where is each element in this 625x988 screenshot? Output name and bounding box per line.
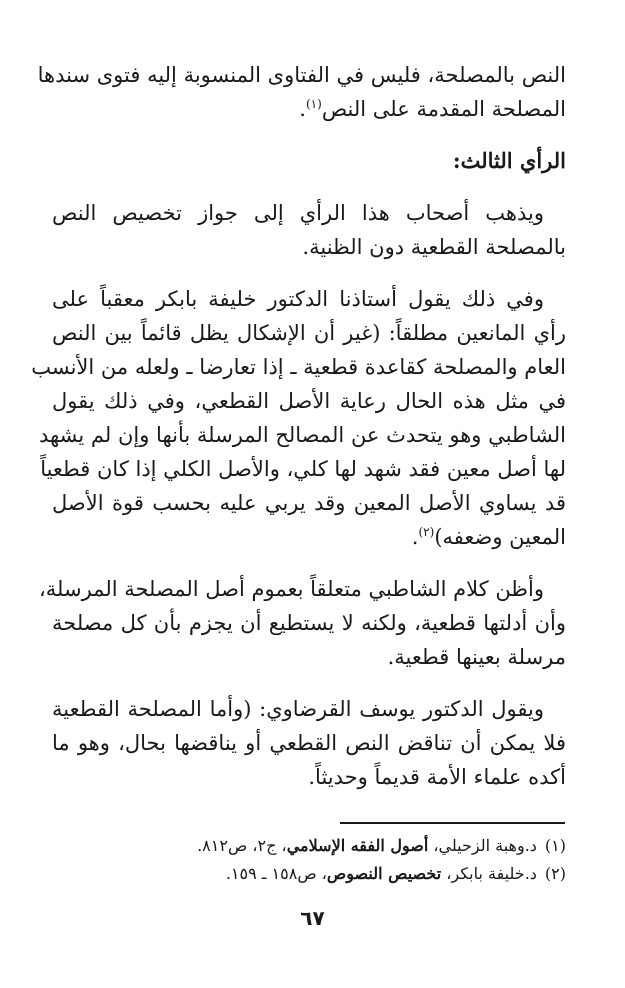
text-line: بالمصلحة القطعية دون الظنية. [302,235,566,259]
text-line: وفي ذلك يقول أستاذنا الدكتور خليفة بابكر معقباً على [52,287,544,311]
text-line: لها أصل معين فقد شهد لها كلي، والأصل الكلي إذا كان قطعياً [40,457,566,481]
text-span: المعين وضعفه) [434,525,566,549]
text-line: وأن أدلتها قطعية، ولكنه لا يستطيع أن يجزم بأن كل مصلحة [52,611,566,635]
text-line: العام والمصلحة كقاعدة قطعية ـ إذا تعارضا ـ ولعله من الأنسب [31,355,566,379]
text-line: رأي المانعين مطلقاً: (غير أن الإشكال يظل قائماً بين النص [52,321,566,345]
paragraph-1 [37,58,566,126]
paragraph-5 [52,692,566,794]
footnote-divider [340,822,565,824]
text-line: فلا يمكن أن تناقض النص القطعي أو يناقضها بحال، وهو ما [52,731,566,755]
footnote-1 [52,832,566,860]
footnote-author: د.وهبة الزحيلي، [428,836,537,855]
footnote-number: (١) [544,836,566,855]
footnote-book-title: تخصيص النصوص [326,864,442,883]
text-span: . [299,97,306,121]
footnote-ref-1: (١) [305,97,322,111]
text-line [52,92,566,126]
text-line: وأظن كلام الشاطبي متعلقاً بعموم أصل المصلحة المرسلة، [39,577,544,601]
footnote-ref-2: (٢) [418,525,435,539]
footnote-reference: ، ج٢، ص٨١٢. [197,836,287,855]
text-line: أكده علماء الأمة قديماً وحديثاً. [308,765,566,789]
page-number: ٦٧ [300,906,325,930]
footnote-book-title: أصول الفقه الإسلامي [286,836,429,855]
footnote-number: (٢) [544,864,566,883]
footnote-author: د.خليفة بابكر، [441,864,537,883]
text-line: الشاطبي وهو يتحدث عن المصالح المرسلة بأنها وإن لم يشهد [38,423,566,447]
text-line: قد يساوي الأصل المعين وقد يربي عليه بحسب قوة الأصل [52,491,566,515]
text-line: ويذهب أصحاب هذا الرأي إلى جواز تخصيص النص [52,201,544,225]
text-line: النص بالمصلحة، فليس في الفتاوى المنسوبة إليه فتوى سندها [37,63,566,87]
text-span: . [411,525,419,549]
paragraph-4 [39,572,566,674]
footnote-reference: ، ص١٥٨ ـ ١٥٩. [225,864,327,883]
paragraph-3 [31,282,566,554]
page-body [31,58,566,812]
paragraph-2 [52,196,566,264]
text-span: المصلحة المقدمة على النص [321,97,566,121]
footnotes [52,832,566,888]
footnote-2 [52,860,566,888]
text-line: في مثل هذه الحال رعاية الأصل القطعي، وفي ذلك يقول [52,389,566,413]
section-heading: الرأي الثالث: [452,148,566,173]
text-line: مرسلة بعينها قطعية. [387,645,566,669]
text-line [52,520,566,554]
text-line: ويقول الدكتور يوسف القرضاوي: (وأما المصلحة القطعية [52,697,544,721]
